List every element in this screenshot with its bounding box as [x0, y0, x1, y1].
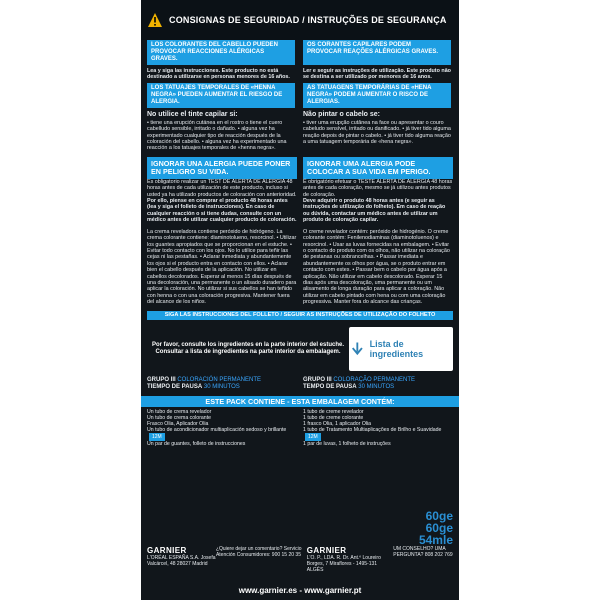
sec3-es-heading: No utilice el tinte capilar si: [147, 110, 238, 118]
sec4 [141, 154, 459, 226]
hotline-pt [393, 546, 453, 573]
consult-es: Por favor, consulte los ingredientes en la parte interior del estuche. [151, 341, 345, 348]
page-title: CONSIGNAS DE SEGURIDAD / INSTRUÇÕES DE SEGURANÇA [169, 15, 447, 25]
footer [141, 546, 459, 573]
sec4-pt [303, 157, 453, 224]
sec3-es [147, 111, 297, 152]
henna-es: LOS TATUAJES TEMPORALES DE «HENNA NEGRA» PUEDEN AUMENTAR EL RIESGO DE ALERGIA. [147, 83, 295, 108]
weight-3-value: 54ml [418, 533, 447, 547]
sec4-pt-note: Deve adquirir o produto 48 horas antes (e seguir as instruções de utilização do folheto). Em caso de reação ou dúvida, contactar um médico antes de utilizar um produto de coloração capilar. [303, 198, 446, 224]
group-pt [303, 377, 453, 391]
safety-panel [141, 0, 459, 600]
arrow-down-icon [349, 340, 366, 358]
pack-es-item: Un par de guantes, folleto de instrucciones [147, 440, 246, 447]
pack-es-item: Un tubo de crema revelador [147, 408, 212, 415]
pack-es-item-text: Un tubo de acondicionador multiaplicación sedoso y brillante [147, 426, 287, 433]
sec4-es-text: Es obligatorio realizar un TEST DE ALERTA DE ALERGIA 48 horas antes de cada utilización de este producto, incluso si usted ya ha utilizado productos de coloración con anterioridad. [147, 178, 297, 198]
group-es-l2b: 30 MINUTOS [203, 383, 240, 390]
weight-1-value: 60g [425, 509, 447, 523]
weight-2-value: 60g [425, 521, 447, 535]
group-es-l1b: COLORACIÓN PERMANENTE [177, 376, 262, 383]
sec3-es-text: • tiene una erupción cutánea en el rostro o tiene el cuero cabelludo sensible, irritado o dañado. • alguna vez ha experimentado cualquier tipo de reacción después de la coloración del cabello. • alguna vez ha experimentado una reacción a los tatuajes temporales de «henna negra». [147, 119, 287, 152]
weight-3 [419, 534, 453, 546]
warning-icon [147, 12, 163, 28]
brand-logo-pt: GARNIER [306, 546, 347, 555]
alert-pt: IGNORAR UMA ALERGIA PODE COLOCAR A SUA VIDA EM PERIGO. [303, 157, 453, 179]
group-pt-l1b: COLORAÇÃO PERMANENTE [333, 376, 416, 383]
sec5-pt: O creme revelador contém: peróxido de hidrogénio. O creme colorante contém: Fenilenodiaminas (diaminotoluenos) e resorcinol. • Usar as luvas fornecidas na embalagem. • Evitar o contacto do produto com os olhos, não utilizar na coloração de pestanas ou sobrancelhas. • Passar imediata e abundantemente os olhos por água, se o produto entrar em contacto com estes. • Passar bem o cabelo por água após a aplicação. Não utilizar em cabelo descolorado. Esperar 15 dias após uma descoloração, uma permanente ou um alisamento de longa duração para aplicar a coloração. Não utilizar em cabelo pintado com hena ou com uma coloração progressiva. Manter fora do alcance das crianças. [303, 228, 450, 306]
pack-pt-item-text: 1 tubo de Tratamento Multiaplicações de Brilho e Suavidade [303, 426, 442, 433]
group-es-l1a: GRUPO III [147, 376, 176, 383]
group-info [141, 375, 459, 393]
badge-12m: 12M [149, 433, 165, 441]
service-es [216, 546, 307, 573]
consult-block [141, 323, 459, 375]
sec3-pt [303, 111, 453, 152]
sec1-pt: Ler e seguir as instruções de utilização. Este produto não se destina a ser utilizado por menores de 16 anos. [303, 68, 451, 81]
pack-contents [141, 409, 459, 447]
sec1-es: Lea y siga las instrucciones. Este producto no está destinado a utilizarse en personas menores de 16 años. [147, 68, 290, 81]
sec3-pt-text: • tiver uma erupção cutânea na face ou apresentar o couro cabeludo sensível, irritado ou danificado. • já tiver tido alguma reação depois de pintar o cabelo. • já tiver tido alguma reação a uma tatuagem temporária de «hena negra». [303, 119, 451, 146]
footer-es [147, 546, 216, 573]
ingredients-box [349, 327, 453, 371]
pack-pt-item: 1 tubo de creme colorante [303, 414, 364, 421]
pack-pt [303, 409, 453, 447]
sec1-text [141, 65, 459, 83]
brand-logo-es: GARNIER [147, 546, 187, 555]
henna-pt: AS TATUAGENS TEMPORÁRIAS DE «HENA NEGRA» PODEM AUMENTAR O RISCO DE ALERGIAS. [303, 83, 451, 108]
henna-bar [141, 83, 459, 108]
sec4-es [147, 157, 297, 224]
allergy-bar [141, 40, 459, 65]
consult-text [147, 342, 349, 356]
pack-es [147, 409, 297, 447]
service-es-text: ¿Quiere dejar un comentario? Servicio Atención Consumidores: 900 15 20 35 [215, 546, 302, 558]
group-pt-l2a: TEMPO DE PAUSA [303, 383, 357, 390]
hotline-pt-text: UM CONSELHO? UMA PERGUNTA? 808 202 769 [393, 546, 453, 558]
sec4-pt-text: É obrigatório efetuar o TESTE ALERTA DE ALERGIA 48 horas antes de cada coloração, mesmo se já utilizou antes produtos de coloração. [303, 178, 453, 198]
group-es [147, 377, 297, 391]
website-url: www.garnier.es - www.garnier.pt [238, 586, 362, 595]
sec5 [141, 226, 459, 308]
ingredients-label: Lista de ingredientes [369, 338, 424, 359]
pack-es-item: Un tubo de crema colorante [147, 414, 212, 421]
sec4-es-note: Por ello, piense en comprar el producto 48 horas antes (lea y siga el folleto de instrucciones). En caso de cualquier reacción o si tiene dudas, consulte con un médico antes de utilizar cualquier producto de coloración. [147, 198, 297, 224]
pack-es-item [147, 427, 297, 441]
footer-pt [307, 546, 394, 573]
address-es: L'ORÉAL ESPAÑA S.A. Josefa Valcárcel, 48 28027 Madrid [147, 555, 216, 567]
estimated-sign: e [446, 533, 453, 547]
pack-pt-item [303, 427, 453, 441]
pack-es-item: Frasco Olia, Aplicador Olia [147, 420, 209, 427]
sec3-pt-heading: Não pintar o cabelo se: [303, 110, 381, 118]
bar-pt: OS CORANTES CAPILARES PODEM PROVOCAR REAÇÕES ALÉRGICAS GRAVES. [303, 40, 451, 65]
group-pt-l1a: GRUPO III [303, 376, 332, 383]
pack-pt-item: 1 tubo de creme revelador [303, 408, 364, 415]
sec3 [141, 108, 459, 154]
net-weights [419, 510, 453, 546]
follow-instructions-bar: SIGA LAS INSTRUCCIONES DEL FOLLETO / SEGUIR AS INSTRUÇÕES DE UTILIZAÇÃO DO FOLHETO [147, 311, 453, 320]
pack-pt-item: 1 frasco Olia, 1 aplicador Olia [303, 420, 372, 427]
estimated-sign: e [446, 509, 453, 523]
estimated-sign: e [446, 521, 453, 535]
address-pt: L'O. P., LDA. R. Dr. Ant.º Loureiro Borges, 7 Miraflores - 1495-131 ALGÉS [306, 555, 381, 573]
sec5-es: La crema reveladora contiene peróxido de hidrógeno. La crema colorante contiene: diaminotolueno, resorcinol. • Utilizar los guantes apropiados que se proporcionan en el estuche. • Evitar todo contacto con los ojos. No lo utilice para teñir las cejas ni las pestañas. • Aclarar inmediata y abundantemente los ojos si el producto entra en contacto con ellos. • Aclarar bien el cabello después de la aplicación. No utilizar en cabellos decolorados. Esperar al menos 15 días después de una decoloración, una permanente o un alisado duradero para aplicar la coloración. No utilizar si sus cabellos se han teñido con henna o con una coloración progresiva. Mantener fuera del alcance de los niños. [147, 228, 297, 306]
consult-pt: Consultar a lista de ingredientes na parte interior da embalagem. [155, 348, 341, 355]
pack-title: ESTE PACK CONTIENE - ESTA EMBALAGEM CONTÉM: [141, 396, 459, 407]
header [141, 0, 459, 40]
group-es-l2a: TIEMPO DE PAUSA [147, 383, 203, 390]
alert-es: IGNORAR UNA ALERGIA PUEDE PONER EN PELIGRO SU VIDA. [147, 157, 297, 179]
group-pt-l2b: 30 MINUTOS [358, 383, 395, 390]
badge-12m: 12M [305, 433, 321, 441]
bar-es: LOS COLORANTES DEL CABELLO PUEDEN PROVOCAR REACCIONES ALÉRGICAS GRAVES. [147, 40, 295, 65]
pack-pt-item: 1 par de luvas, 1 folheto de instruções [303, 440, 391, 447]
